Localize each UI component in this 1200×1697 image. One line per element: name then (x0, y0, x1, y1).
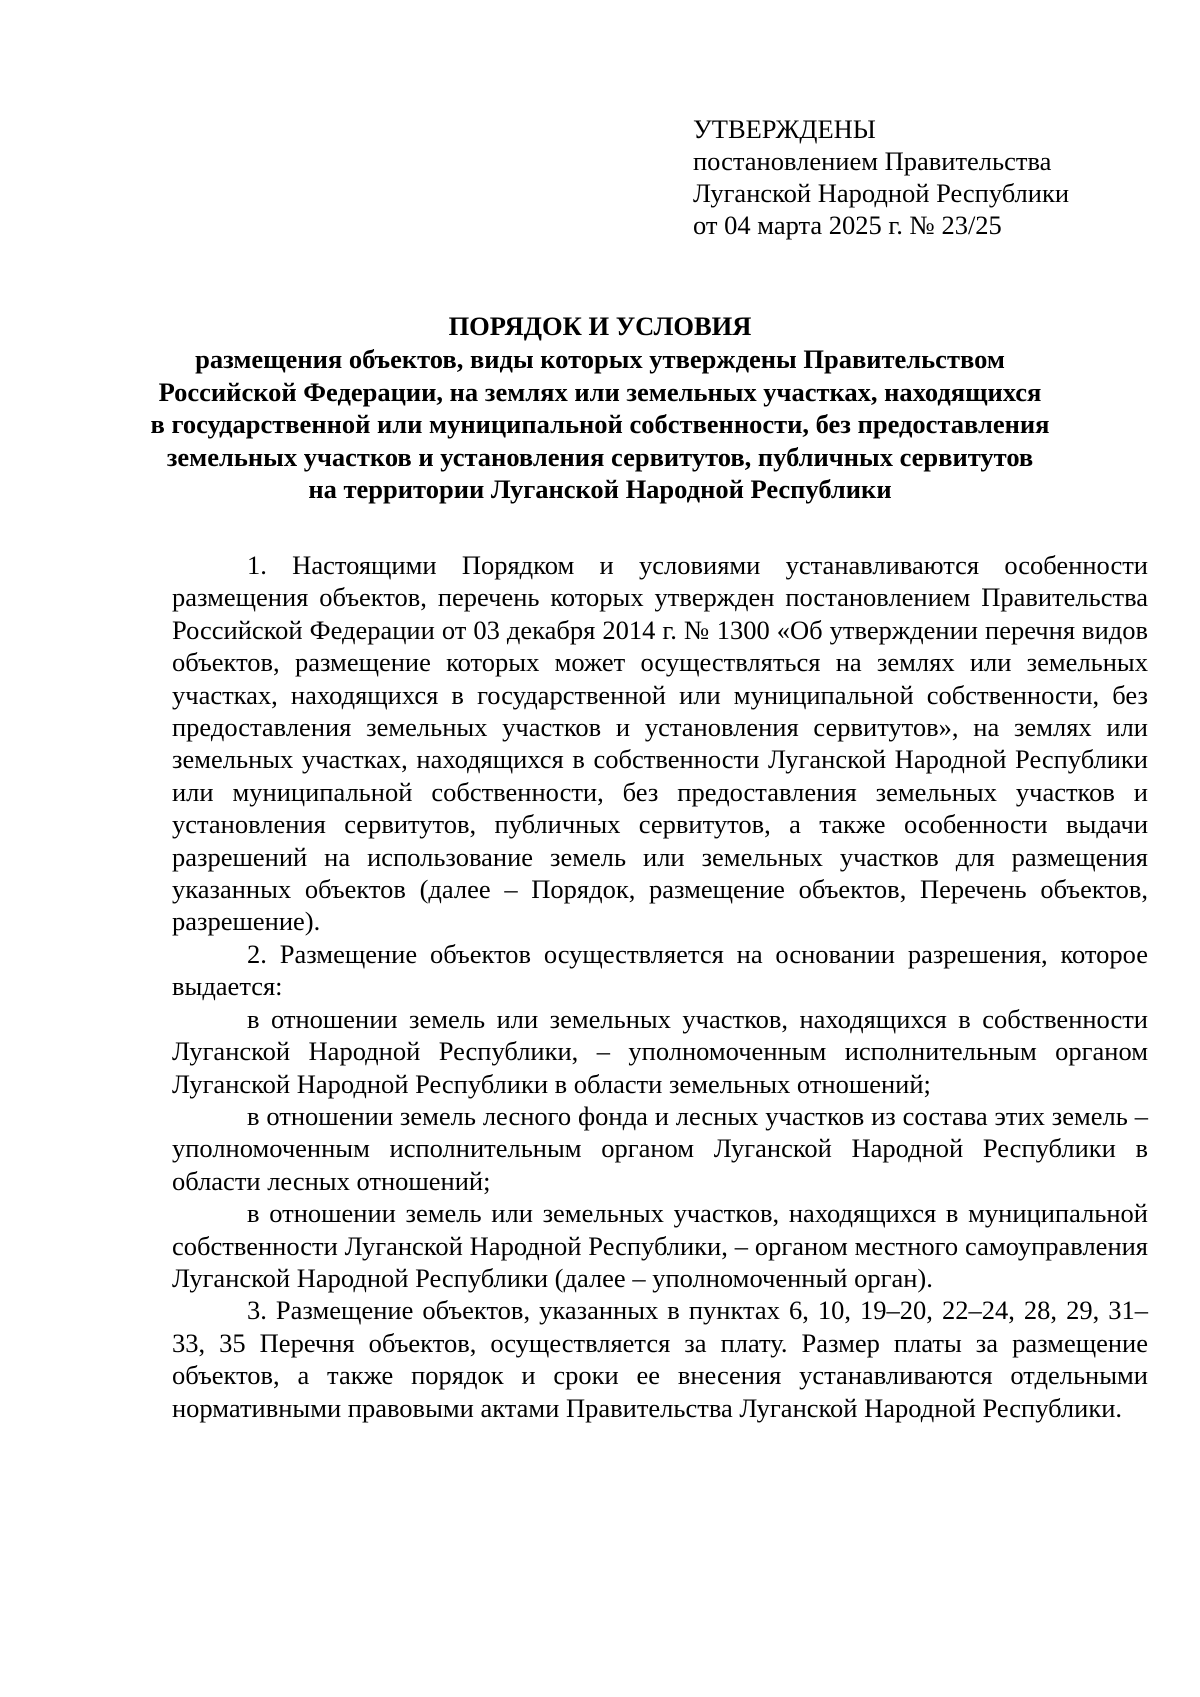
title-line: на территории Луганской Народной Республики (308, 474, 892, 504)
document-body (172, 549, 1148, 1424)
title-line: в государственной или муниципальной собственности, без предоставления (150, 409, 1050, 439)
approval-heading: УТВЕРЖДЕНЫ (693, 114, 876, 144)
approval-line: постановлением Правительства (693, 146, 1052, 176)
title-line: земельных участков и установления сервитутов, публичных сервитутов (166, 441, 1034, 472)
paragraph: 1. Настоящими Порядком и условиями устанавливаются особенности размещения объектов, перечень которых утвержден постановлением Правительства Российской Федерации от 03 декабря 2014 г. № 1300 «Об утверждении перечня видов объектов, размещение которых может осуществляться на землях или земельных участках, находящихся в государственной или муниципальной собственности, без предоставления земельных участков и установления сервитутов», на землях или земельных участках, находящихся в собственности Луганской Народной Республики или муниципальной собственности, без предоставления земельных участков и установления сервитутов, публичных сервитутов, а также особенности выдачи разрешений на использование земель или земельных участков для размещения указанных объектов (далее – Порядок, размещение объектов, Перечень объектов, разрешение). (172, 550, 1148, 937)
title-line: размещения объектов, виды которых утверждены Правительством (195, 344, 1005, 374)
title-main: ПОРЯДОК И УСЛОВИЯ (448, 311, 752, 341)
title-line: Российской Федерации, на землях или земельных участках, находящихся (158, 376, 1042, 407)
paragraph: в отношении земель лесного фонда и лесных участков из состава этих земель – уполномоченным исполнительным органом Луганской Народной Республики в области лесных отношений; (172, 1100, 1148, 1196)
approval-block (693, 113, 1153, 241)
paragraph: 3. Размещение объектов, указанных в пунктах 6, 10, 19–20, 22–24, 28, 29, 31–33, 35 Перечня объектов, осуществляется за плату. Размер платы за размещение объектов, а также порядок и сроки ее внесения устанавливаются отдельными нормативными правовыми актами Правительства Луганской Народной Республики. (172, 1295, 1148, 1423)
paragraph: в отношении земель или земельных участков, находящихся в собственности Луганской Народной Республики, – уполномоченным исполнительным органом Луганской Народной Республики в области земельных отношений; (172, 1003, 1148, 1099)
approval-date-number: от 04 марта 2025 г. № 23/25 (693, 210, 1002, 240)
approval-line: Луганской Народной Республики (693, 178, 1070, 208)
paragraph: 2. Размещение объектов осуществляется на основании разрешения, которое выдается: (172, 938, 1148, 1002)
document-title (150, 310, 1050, 506)
paragraph: в отношении земель или земельных участков, находящихся в муниципальной собственности Луганской Народной Республики, – органом местного самоуправления Луганской Народной Республики (далее – уполномоченный орган). (172, 1198, 1148, 1293)
